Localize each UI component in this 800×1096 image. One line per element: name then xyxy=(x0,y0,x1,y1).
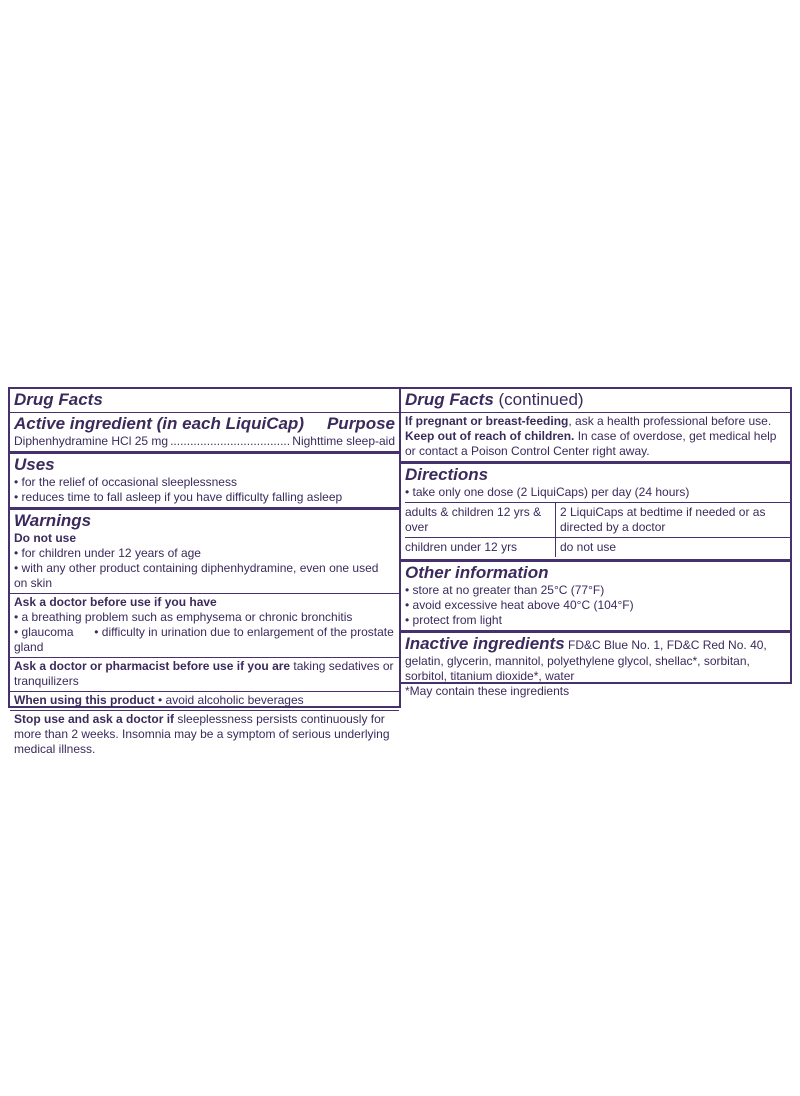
uses-heading: Uses xyxy=(14,455,55,474)
pregnancy-text xyxy=(405,414,786,459)
drug-facts-title: Drug Facts xyxy=(405,390,494,409)
stop-use-line xyxy=(14,712,395,757)
other-information-item: • protect from light xyxy=(405,613,502,627)
drug-facts-panel-right xyxy=(399,387,792,698)
active-ingredient-section xyxy=(10,412,399,451)
directions-who: children under 12 yrs xyxy=(405,538,556,558)
drug-facts-title-section xyxy=(10,389,399,412)
drug-facts-continued-title xyxy=(405,390,786,410)
inactive-ingredients-heading: Inactive ingredients xyxy=(405,634,565,653)
ask-doctor-section xyxy=(10,593,399,657)
stop-use-bold: Stop use and ask a doctor if xyxy=(14,712,175,726)
when-using-bold: When using this product xyxy=(14,693,155,707)
stop-use-section xyxy=(10,710,399,759)
ask-doctor-item-row xyxy=(14,625,395,655)
ask-pharmacist-text: taking sedatives or tranquilizers xyxy=(14,659,394,688)
drug-facts-panel-left xyxy=(8,387,401,756)
ask-doctor-glaucoma: • glaucoma xyxy=(14,625,74,639)
warnings-heading: Warnings xyxy=(14,511,92,530)
continued-label: (continued) xyxy=(493,390,584,409)
stop-use-text: sleeplessness persists continuously for more than 2 weeks. Insomnia may be a symptom of serious underlying medical illness. xyxy=(14,712,390,756)
keep-out-text: In case of overdose, get medical help or contact a Poison Control Center right away. xyxy=(405,429,777,458)
directions-intro: • take only one dose (2 LiquiCaps) per day (24 hours) xyxy=(405,485,690,499)
do-not-use-item: • for children under 12 years of age xyxy=(14,546,201,560)
uses-section xyxy=(10,451,399,507)
pregnant-bold: If pregnant or breast-feeding xyxy=(405,414,569,428)
drug-facts-continued-section xyxy=(401,389,790,412)
pregnancy-section xyxy=(401,412,790,461)
directions-section xyxy=(401,461,790,559)
table-row xyxy=(405,503,790,538)
do-not-use-item: • with any other product containing diphenhydramine, even one used on skin xyxy=(14,561,379,590)
drug-facts-title: Drug Facts xyxy=(14,390,103,409)
other-information-item: • avoid excessive heat above 40°C (104°F) xyxy=(405,598,634,612)
directions-who: adults & children 12 yrs & over xyxy=(405,503,556,538)
uses-item: • for the relief of occasional sleeplessness xyxy=(14,475,237,489)
do-not-use-heading: Do not use xyxy=(14,531,76,545)
directions-dose: 2 LiquiCaps at bedtime if needed or as directed by a doctor xyxy=(556,503,791,538)
ingredient-name: Diphenhydramine HCl 25 mg xyxy=(14,434,169,448)
leader-dots xyxy=(170,434,290,449)
other-information-heading: Other information xyxy=(405,563,549,582)
ask-doctor-item: • a breathing problem such as emphysema or chronic bronchitis xyxy=(14,610,353,624)
when-using-section xyxy=(10,691,399,710)
other-information-item: • store at no greater than 25°C (77°F) xyxy=(405,583,605,597)
when-using-text: • avoid alcoholic beverages xyxy=(154,693,304,707)
purpose-heading: Purpose xyxy=(326,414,395,433)
keep-out-bold: Keep out of reach of children. xyxy=(405,429,575,443)
ask-pharmacist-line xyxy=(14,659,395,689)
directions-heading: Directions xyxy=(405,465,489,484)
inactive-ingredients-section xyxy=(401,630,790,701)
ask-pharmacist-section xyxy=(10,657,399,691)
ingredient-row xyxy=(14,434,395,449)
directions-table xyxy=(405,502,790,557)
ask-doctor-urination: • difficulty in urination due to enlargement of the prostate gland xyxy=(14,625,394,654)
inactive-note: *May contain these ingredients xyxy=(405,684,570,698)
table-row xyxy=(405,538,790,558)
when-using-line xyxy=(14,693,395,708)
inactive-ingredients-text xyxy=(405,634,786,684)
ask-doctor-heading: Ask a doctor before use if you have xyxy=(14,595,217,609)
ask-pharmacist-bold: Ask a doctor or pharmacist before use if you are xyxy=(14,659,291,673)
uses-item: • reduces time to fall asleep if you have difficulty falling asleep xyxy=(14,490,343,504)
active-ingredient-heading: Active ingredient (in each LiquiCap) xyxy=(14,414,304,433)
directions-dose: do not use xyxy=(556,538,791,558)
inactive-ingredients-list: FD&C Blue No. 1, FD&C Red No. 40, gelatin, glycerin, mannitol, polyethylene glycol, shellac*, sorbitan, sorbitol, titanium dioxide*, water xyxy=(405,638,767,683)
pregnant-text: , ask a health professional before use. xyxy=(568,414,772,428)
ingredient-purpose: Nighttime sleep-aid xyxy=(292,434,395,448)
warnings-section xyxy=(10,507,399,593)
other-information-section xyxy=(401,559,790,630)
